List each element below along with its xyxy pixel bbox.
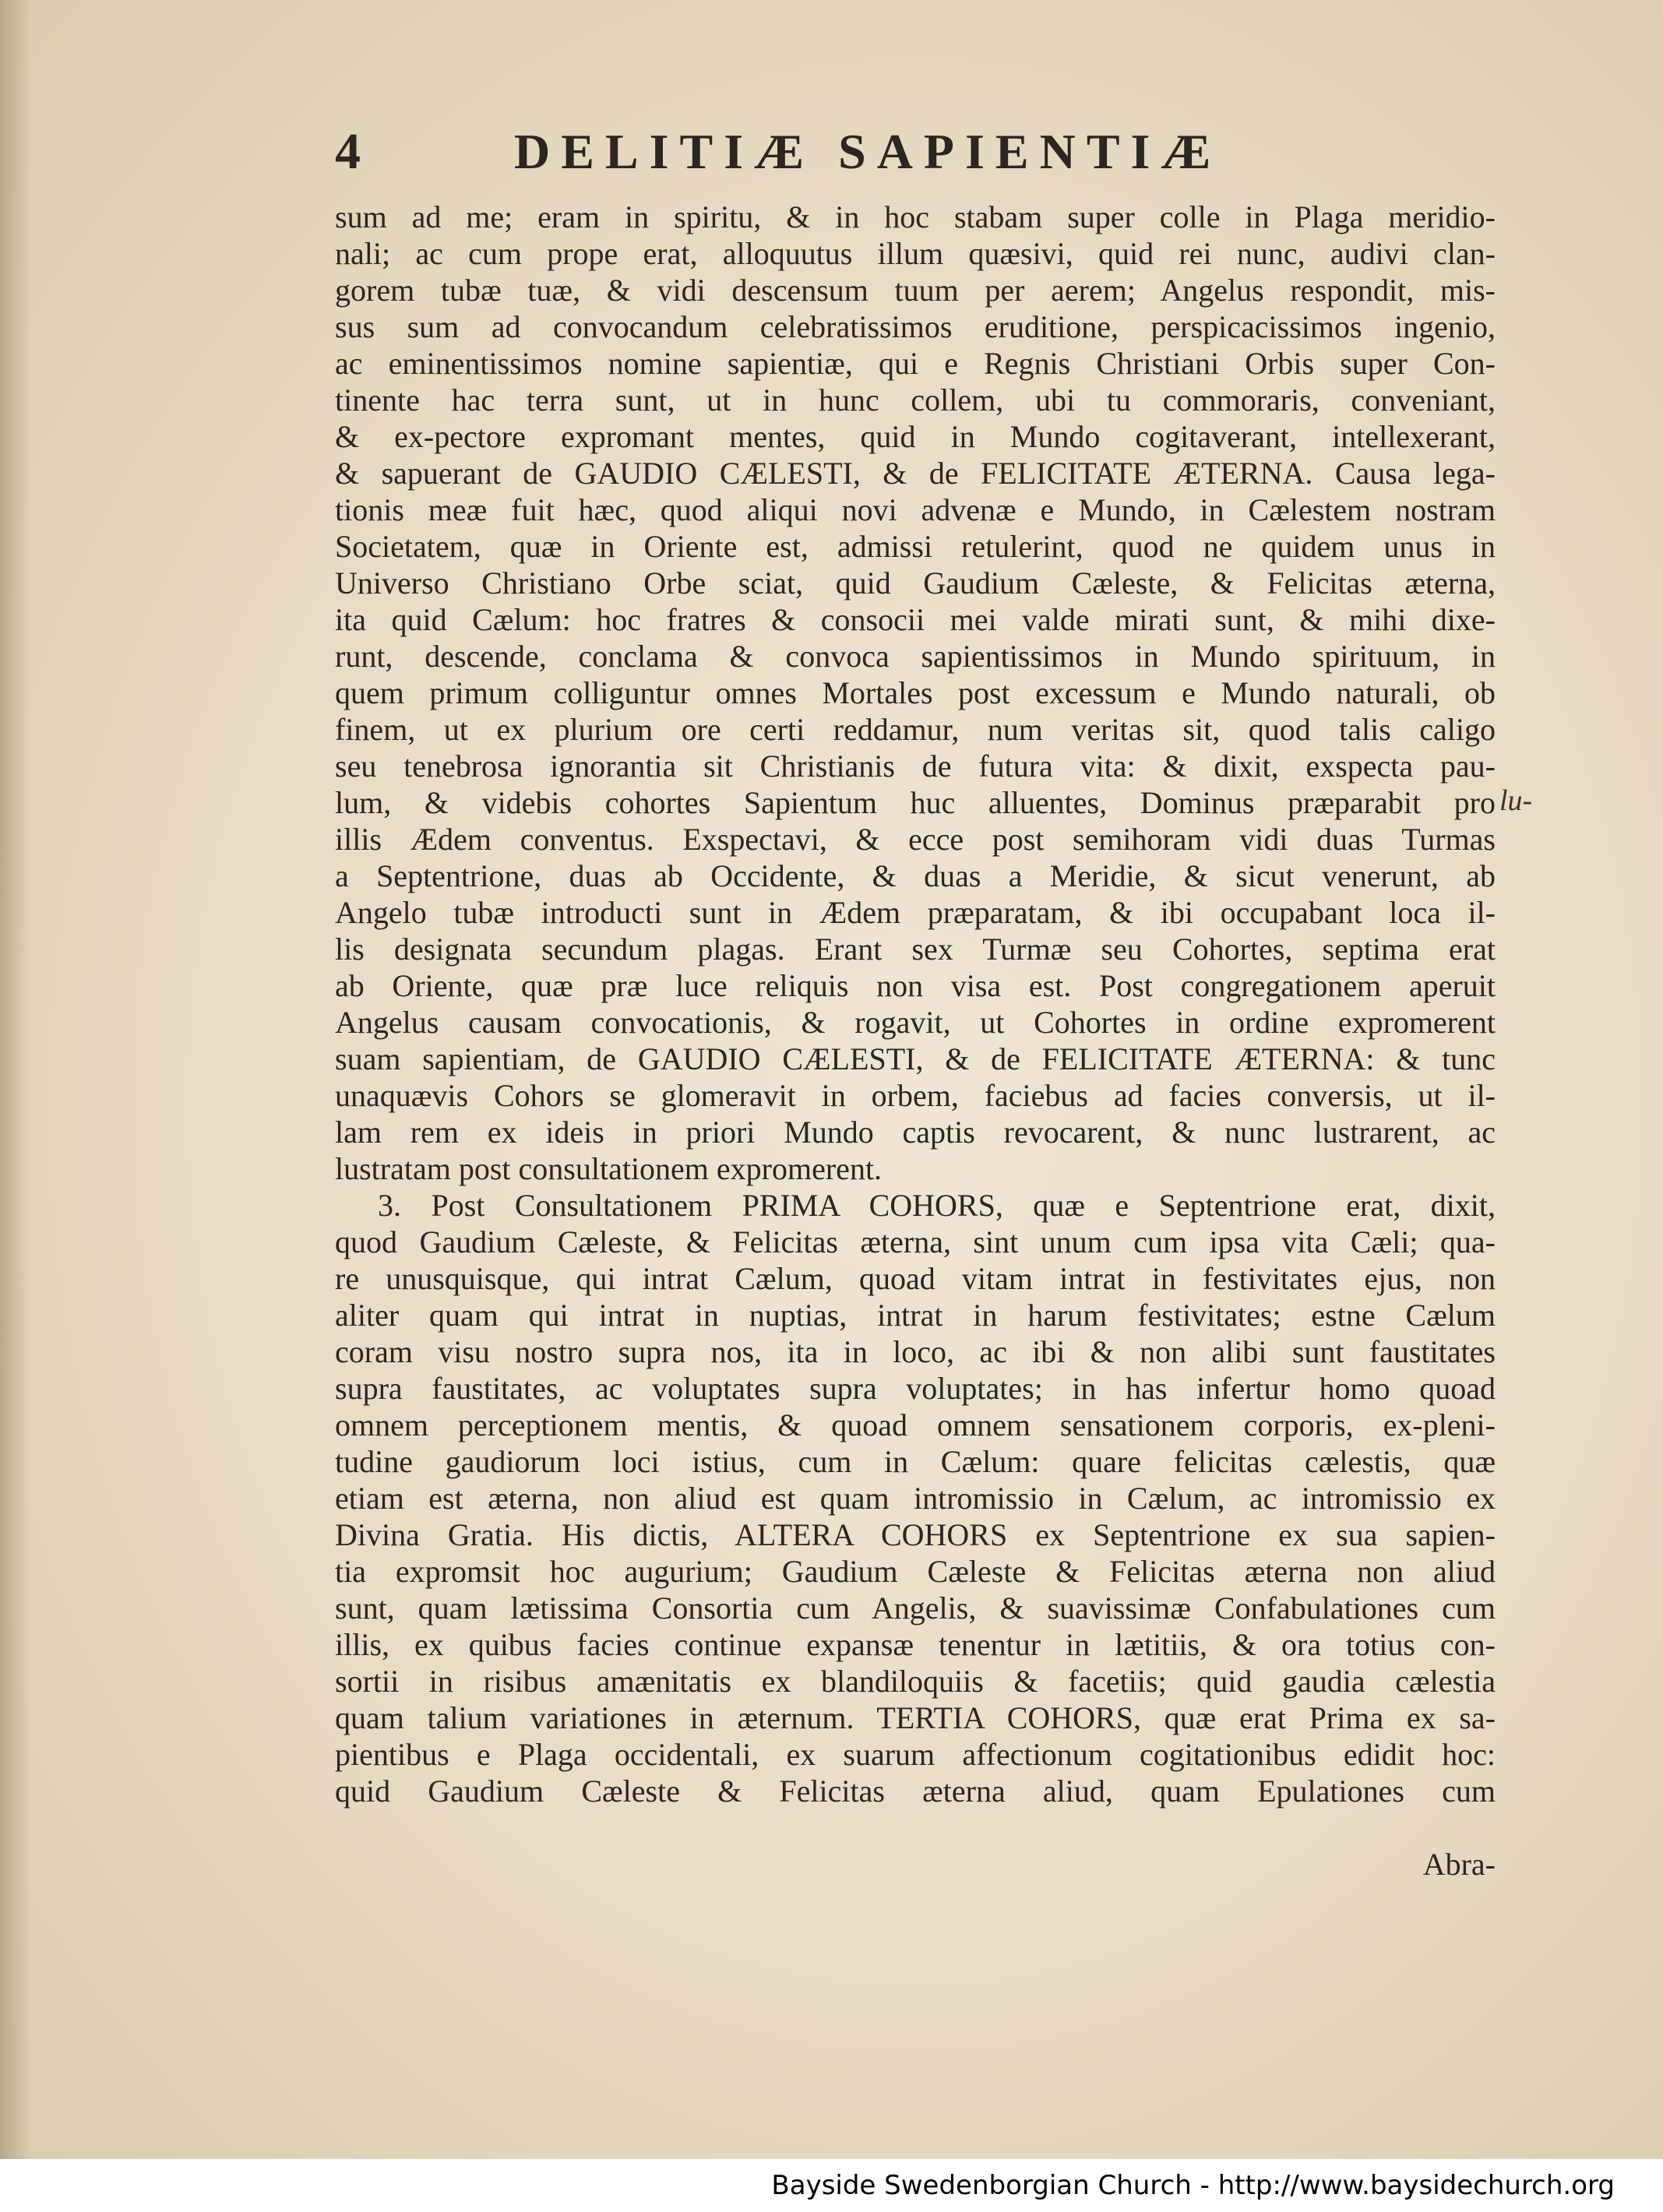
running-title: DELITIÆ SAPIENTIÆ bbox=[514, 124, 1222, 179]
text-line: omnem perceptionem mentis, & quoad omnem sensationem corporis, ex-pleni- bbox=[335, 1407, 1496, 1442]
text-line: ita quid Cælum: hoc fratres & consocii mei valde mirati sunt, & mihi dixe- bbox=[335, 602, 1496, 637]
text-line: illis, ex quibus facies continue expansæ tenentur in lætitiis, & ora totius con- bbox=[335, 1627, 1496, 1662]
text-line: Divina Gratia. His dictis, ALTERA COHORS ex Septentrione ex sua sapien- bbox=[335, 1517, 1496, 1552]
text-line: Angelus causam convocationis, & rogavit, ut Cohortes in ordine expromerent bbox=[335, 1005, 1496, 1040]
text-line: 3. Post Consultationem PRIMA COHORS, quæ e Septentrione erat, dixit, bbox=[378, 1188, 1496, 1223]
text-line: tinente hac terra sunt, ut in hunc collem, ubi tu commoraris, conveniant, bbox=[335, 382, 1496, 417]
text-line: finem, ut ex plurium ore certi reddamur, num veritas sit, quod talis caligo bbox=[335, 712, 1496, 747]
text-line: illis Ædem conventus. Exspectavi, & ecce post semihoram vidi duas Turmas bbox=[335, 822, 1496, 857]
text-line: Societatem, quæ in Oriente est, admissi retulerint, quod ne quidem unus in bbox=[335, 529, 1496, 564]
text-line bbox=[335, 1809, 1496, 1846]
text-line: nali; ac cum prope erat, alloquutus illum quæsivi, quid rei nunc, audivi clan- bbox=[335, 236, 1496, 271]
text-line: lum, & videbis cohortes Sapientum huc alluentes, Dominus præparabit pro bbox=[335, 785, 1496, 820]
catchword: Abra- bbox=[1422, 1847, 1496, 1882]
text-line: & sapuerant de GAUDIO CÆLESTI, & de FELICITATE ÆTERNA. Causa lega- bbox=[335, 456, 1496, 491]
text-line: sunt, quam lætissima Consortia cum Angelis, & suavissimæ Confabulationes cum bbox=[335, 1590, 1496, 1626]
text-line: ac eminentissimos nomine sapientiæ, qui e Regnis Christiani Orbis super Con- bbox=[335, 346, 1496, 381]
text-line: tia expromsit hoc augurium; Gaudium Cæleste & Felicitas æterna non aliud bbox=[335, 1554, 1496, 1589]
page-number: 4 bbox=[335, 123, 361, 180]
text-line: unaquævis Cohors se glomeravit in orbem, faciebus ad facies conversis, ut il- bbox=[335, 1078, 1496, 1113]
text-line: sortii in risibus amænitatis ex blandiloquiis & facetiis; quid gaudia cælestia bbox=[335, 1664, 1496, 1699]
text-line: ab Oriente, quæ præ luce reliquis non visa est. Post congregationem aperuit bbox=[335, 968, 1496, 1003]
text-line: a Septentrione, duas ab Occidente, & duas a Meridie, & sicut venerunt, ab bbox=[335, 858, 1496, 893]
text-line: supra faustitates, ac voluptates supra voluptates; in has infertur homo quoad bbox=[335, 1371, 1496, 1406]
text-line: aliter quam qui intrat in nuptias, intrat in harum festivitates; estne Cælum bbox=[335, 1298, 1496, 1333]
text-line: seu tenebrosa ignorantia sit Christianis de futura vita: & dixit, exspecta pau- bbox=[335, 748, 1496, 784]
text-line: etiam est æterna, non aliud est quam intromissio in Cælum, ac intromissio ex bbox=[335, 1481, 1496, 1516]
marginal-note: lu- bbox=[1499, 784, 1533, 817]
text-line: lam rem ex ideis in priori Mundo captis revocarent, & nunc lustrarent, ac bbox=[335, 1115, 1496, 1150]
text-line: Universo Christiano Orbe sciat, quid Gaudium Cæleste, & Felicitas æterna, bbox=[335, 565, 1496, 601]
text-line: gorem tubæ tuæ, & vidi descensum tuum per aerem; Angelus respondit, mis- bbox=[335, 273, 1496, 308]
body-text bbox=[335, 199, 1496, 1883]
text-line: sus sum ad convocandum celebratissimos eruditione, perspicacissimos ingenio, bbox=[335, 309, 1496, 344]
text-line: sum ad me; eram in spiritu, & in hoc stabam super colle in Plaga meridio- bbox=[335, 199, 1496, 234]
text-line: coram visu nostro supra nos, ita in loco, ac ibi & non alibi sunt faustitates bbox=[335, 1334, 1496, 1369]
text-line: quod Gaudium Cæleste, & Felicitas æterna, sint unum cum ipsa vita Cæli; qua- bbox=[335, 1224, 1496, 1259]
text-line: quem primum colliguntur omnes Mortales post excessum e Mundo naturali, ob bbox=[335, 675, 1496, 710]
page-edge-shadow bbox=[0, 0, 31, 2212]
text-line: suam sapientiam, de GAUDIO CÆLESTI, & de FELICITATE ÆTERNA: & tunc bbox=[335, 1041, 1496, 1076]
text-line: quam talium variationes in æternum. TERTIA COHORS, quæ erat Prima ex sa- bbox=[335, 1700, 1496, 1735]
text-line: Angelo tubæ introducti sunt in Ædem præparatam, & ibi occupabant loca il- bbox=[335, 895, 1496, 930]
text-line: quid Gaudium Cæleste & Felicitas æterna aliud, quam Epulationes cum bbox=[335, 1773, 1496, 1809]
text-line: lis designata secundum plagas. Erant sex Turmæ seu Cohortes, septima erat bbox=[335, 932, 1496, 967]
page-header bbox=[335, 117, 1488, 187]
text-line: tudine gaudiorum loci istius, cum in Cælum: quare felicitas cælestis, quæ bbox=[335, 1444, 1496, 1479]
text-line: pientibus e Plaga occidentali, ex suarum affectionum cogitationibus edidit hoc: bbox=[335, 1737, 1496, 1772]
watermark-bar bbox=[0, 2159, 1663, 2212]
text-line: tionis meæ fuit hæc, quod aliqui novi advenæ e Mundo, in Cælestem nostram bbox=[335, 492, 1496, 527]
text-line: re unusquisque, qui intrat Cælum, quoad vitam intrat in festivitates ejus, non bbox=[335, 1261, 1496, 1296]
watermark-text: Bayside Swedenborgian Church - http://www.baysidechurch.org bbox=[771, 2170, 1615, 2201]
text-line: runt, descende, conclama & convoca sapientissimos in Mundo spirituum, in bbox=[335, 639, 1496, 674]
text-line: lustratam post consultationem expromerent. bbox=[335, 1151, 883, 1186]
text-line: & ex-pectore expromant mentes, quid in Mundo cogitaverant, intellexerant, bbox=[335, 419, 1496, 454]
